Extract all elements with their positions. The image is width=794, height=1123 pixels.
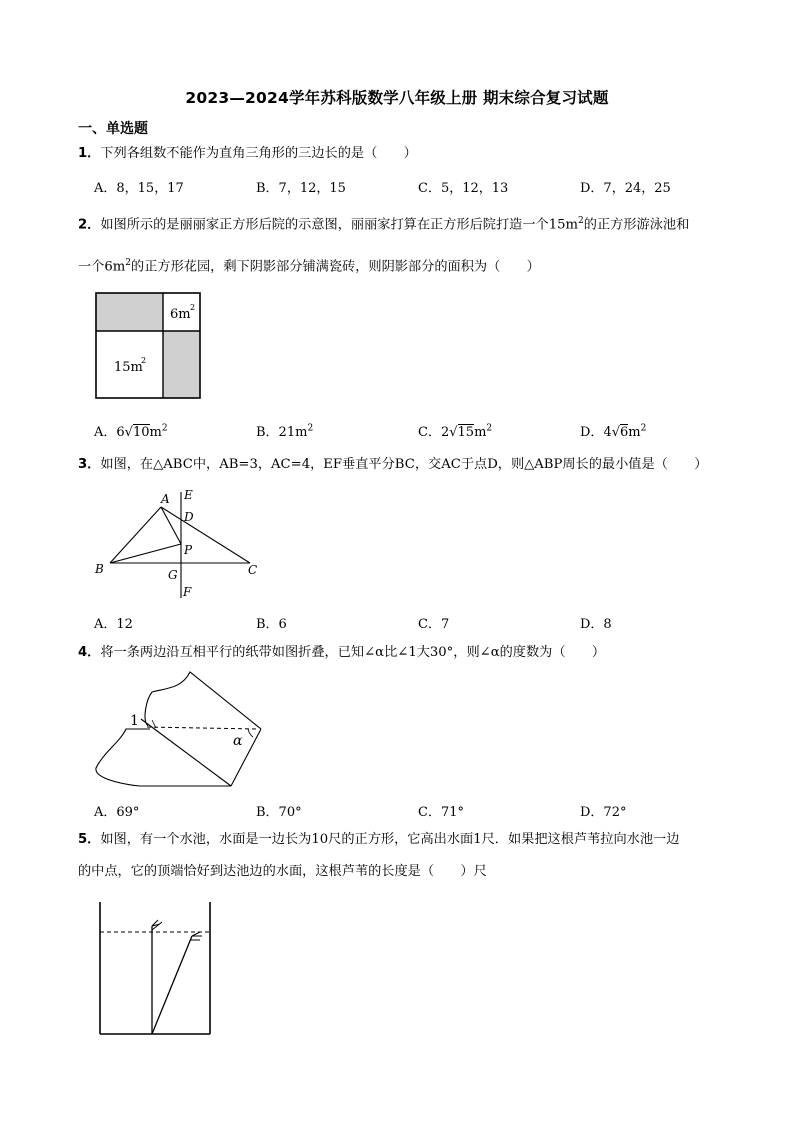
question-text: 如图，在△ABC中，AB=3，AC=4，EF垂直平分BC，交AC于点D，则△ABP周长的最小值是（ ） bbox=[100, 457, 708, 472]
question-number: 2． bbox=[78, 217, 101, 233]
question-number: 1． bbox=[78, 146, 101, 161]
superscript: 2 bbox=[640, 423, 647, 434]
page-title: 2023—2024学年苏科版数学八年级上册 期末综合复习试题 bbox=[185, 89, 609, 107]
angle-1-arc bbox=[152, 720, 156, 728]
question-5-line2 bbox=[78, 862, 758, 882]
coefficient: 6 bbox=[116, 425, 125, 440]
label-e: E bbox=[184, 488, 193, 502]
q2-option-b[interactable] bbox=[256, 421, 313, 440]
backyard-figure bbox=[94, 292, 206, 402]
label-f: F bbox=[183, 585, 192, 599]
q2-option-d[interactable] bbox=[580, 421, 646, 440]
option-text: B．21m bbox=[256, 425, 308, 440]
garden-label: 6m bbox=[170, 307, 191, 322]
question-text: 下列各组数不能作为直角三角形的三边长的是（ ） bbox=[100, 146, 417, 161]
sqrt-icon: √ bbox=[449, 425, 458, 440]
label-p: P bbox=[184, 543, 193, 557]
q4-option-a[interactable]: A．69° bbox=[94, 805, 140, 820]
question-5 bbox=[78, 830, 778, 850]
question-1 bbox=[78, 144, 758, 164]
coefficient: 2 bbox=[440, 425, 450, 440]
question-number: 3． bbox=[78, 457, 101, 472]
question-2-line2 bbox=[78, 253, 758, 277]
sqrt-icon: √ bbox=[124, 425, 133, 440]
superscript: 2 bbox=[161, 423, 168, 434]
superscript: 2 bbox=[486, 423, 493, 434]
question-text: 将一条两边沿互相平行的纸带如图折叠，已知∠α比∠1大30°，则∠α的度数为（ ） bbox=[100, 645, 606, 660]
radicand: 15 bbox=[457, 425, 475, 440]
pool-label: 15m bbox=[114, 360, 143, 375]
question-4 bbox=[78, 643, 778, 663]
pond-figure bbox=[96, 900, 216, 1040]
area-value: 15m bbox=[548, 217, 579, 233]
unit: m bbox=[149, 425, 162, 440]
reed-pulled bbox=[152, 936, 192, 1034]
angle-alpha-label: α bbox=[233, 733, 243, 749]
unit: m bbox=[474, 425, 487, 440]
superscript: 2 bbox=[578, 216, 584, 226]
question-text: 如图，有一个水池，水面是一边长为10尺的正方形，它高出水面1尺．如果把这根芦苇拉向水池一边 bbox=[100, 832, 680, 847]
label-c: C bbox=[248, 563, 258, 577]
radicand: 10 bbox=[132, 425, 150, 440]
angle-1-label: 1 bbox=[130, 713, 139, 729]
q4-option-d[interactable]: D．72° bbox=[580, 805, 627, 820]
triangle-figure bbox=[90, 488, 270, 603]
label-a: A bbox=[161, 492, 170, 506]
fold-edge bbox=[141, 719, 231, 786]
coefficient: 4 bbox=[603, 425, 612, 440]
question-text: 一个 bbox=[78, 259, 105, 275]
superscript: 2 bbox=[307, 423, 314, 434]
unit: m bbox=[628, 425, 641, 440]
label-d: D bbox=[184, 510, 194, 524]
question-text: 如图所示的是丽丽家正方形后院的示意图，丽丽家打算在正方形后院打造一个 bbox=[100, 217, 549, 233]
folded-strip-figure bbox=[90, 668, 275, 793]
question-3 bbox=[78, 455, 778, 475]
strip-upper-edge bbox=[145, 672, 261, 729]
question-2 bbox=[78, 211, 778, 235]
label-g: G bbox=[168, 568, 178, 582]
section-heading: 一、单选题 bbox=[78, 121, 148, 137]
q1-option-a[interactable]: A．8，15，17 bbox=[94, 181, 184, 196]
q1-option-d[interactable]: D．7，24，25 bbox=[580, 181, 671, 196]
superscript: 2 bbox=[141, 356, 147, 365]
option-letter: D． bbox=[580, 425, 604, 440]
q1-option-b[interactable]: B．7，12，15 bbox=[256, 181, 346, 196]
question-text: 的中点，它的顶端恰好到达池边的水面，这根芦苇的长度是（ ）尺 bbox=[78, 864, 487, 879]
q4-option-c[interactable]: C．71° bbox=[418, 805, 464, 820]
option-letter: C． bbox=[418, 425, 441, 440]
question-text: 的正方形游泳池和 bbox=[583, 217, 690, 233]
shaded-region-right bbox=[163, 331, 200, 398]
question-number: 5． bbox=[78, 832, 101, 847]
sqrt-icon: √ bbox=[611, 425, 621, 440]
question-number: 4． bbox=[78, 645, 101, 660]
segment-ap bbox=[161, 507, 181, 544]
q3-option-d[interactable]: D．8 bbox=[580, 617, 612, 632]
question-text: 的正方形花园，剩下阴影部分铺满瓷砖，则阴影部分的面积为（ ） bbox=[131, 259, 540, 275]
q2-option-c[interactable] bbox=[418, 421, 492, 440]
area-value: 6m bbox=[104, 259, 126, 275]
segment-bp bbox=[110, 544, 181, 563]
radicand: 6 bbox=[620, 425, 629, 440]
q3-option-b[interactable]: B．6 bbox=[256, 617, 287, 632]
label-b: B bbox=[95, 562, 104, 576]
option-letter: A． bbox=[94, 425, 117, 440]
superscript: 2 bbox=[125, 258, 132, 268]
q3-option-a[interactable]: A．12 bbox=[94, 617, 133, 632]
shaded-region-top bbox=[96, 293, 163, 331]
segment-ab bbox=[110, 507, 161, 563]
dashed-edge bbox=[147, 727, 258, 729]
q4-option-b[interactable]: B．70° bbox=[256, 805, 302, 820]
superscript: 2 bbox=[190, 303, 196, 312]
angle-alpha-arc bbox=[248, 729, 253, 737]
q3-option-c[interactable]: C．7 bbox=[418, 617, 450, 632]
reed-top-icon bbox=[152, 920, 162, 930]
q1-option-c[interactable]: C．5，12，13 bbox=[418, 181, 509, 196]
strip-lower-edge bbox=[96, 729, 231, 786]
q2-option-a[interactable] bbox=[94, 421, 168, 440]
segment-ac bbox=[161, 507, 250, 563]
